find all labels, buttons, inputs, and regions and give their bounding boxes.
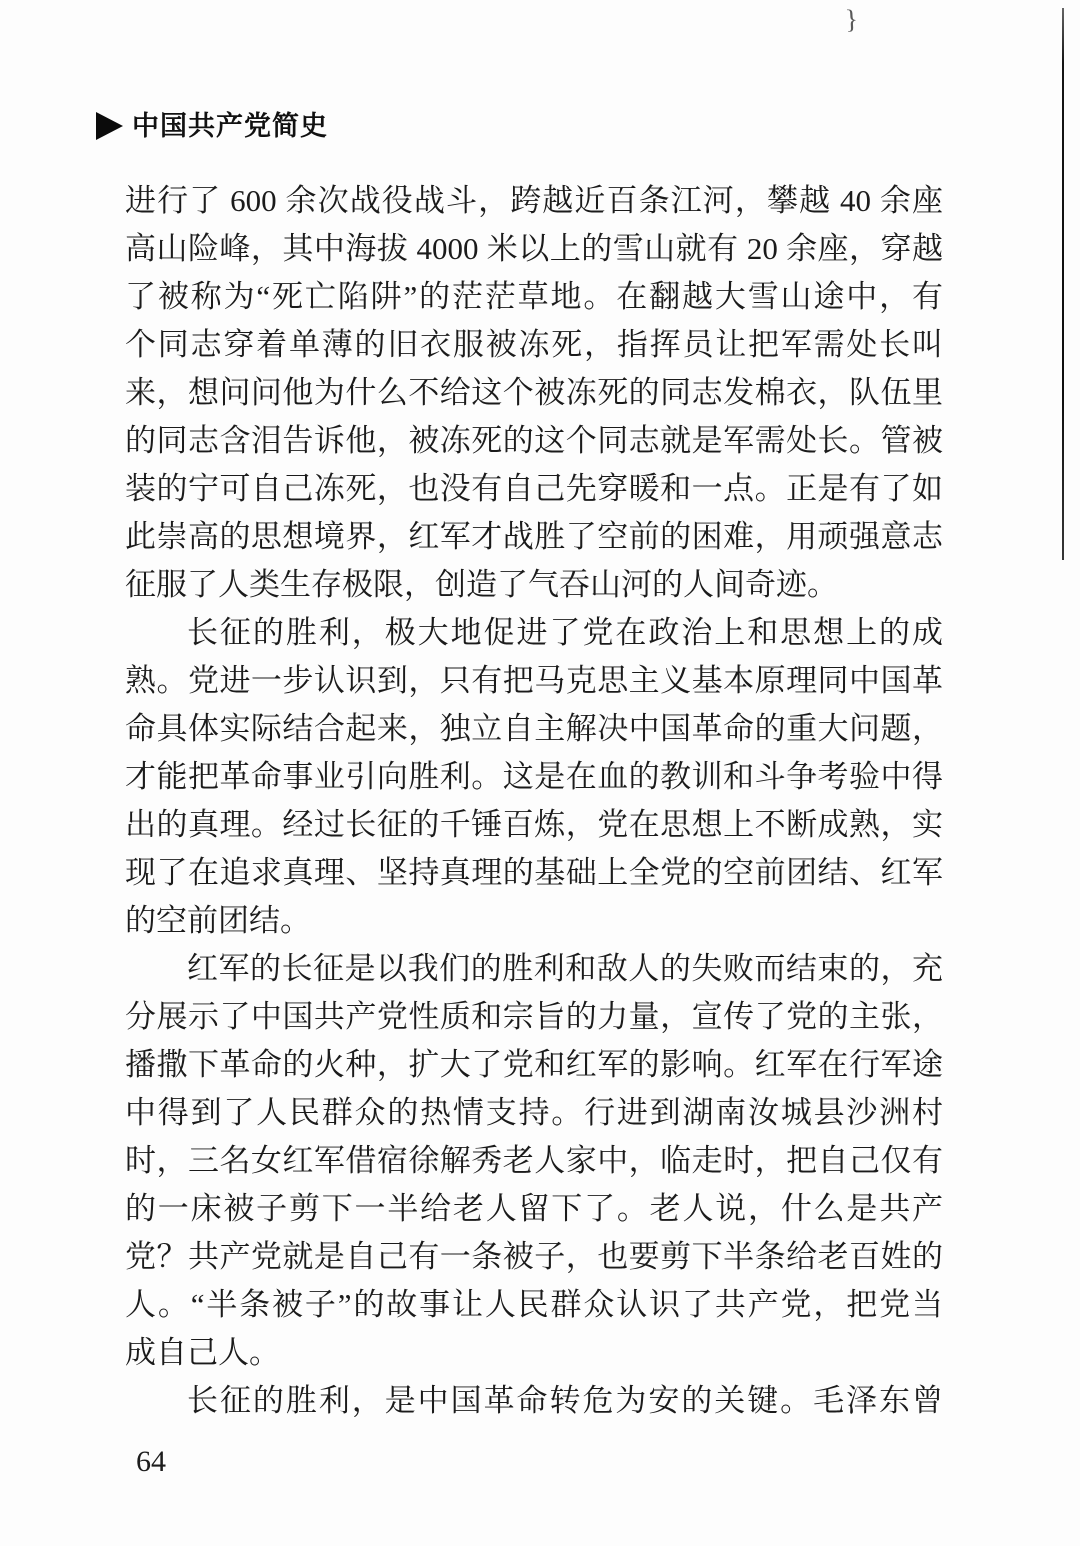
text-line: 的一床被子剪下一半给老人留下了。老人说，什么是共产 bbox=[125, 1191, 943, 1226]
page-edge-line bbox=[1062, 8, 1064, 560]
text-line: 才能把革命事业引向胜利。这是在血的教训和斗争考验中得 bbox=[125, 759, 943, 794]
text-line: 的同志含泪告诉他，被冻死的这个同志就是军需处长。管被 bbox=[125, 423, 943, 458]
text-line: 的空前团结。 bbox=[125, 903, 311, 938]
scan-artifact-mark: } bbox=[844, 3, 859, 35]
text-line: 成自己人。 bbox=[125, 1335, 280, 1370]
text-line: 播撒下革命的火种，扩大了党和红军的影响。红军在行军途 bbox=[125, 1047, 943, 1082]
book-title: 中国共产党简史 bbox=[132, 111, 328, 141]
text-line: 熟。党进一步认识到，只有把马克思主义基本原理同中国革 bbox=[125, 663, 943, 698]
text-line: 红军的长征是以我们的胜利和敌人的失败而结束的，充 bbox=[187, 951, 943, 986]
text-line: 人。“半条被子”的故事让人民群众认识了共产党，把党当 bbox=[125, 1287, 943, 1322]
text-line: 此崇高的思想境界，红军才战胜了空前的困难，用顽强意志 bbox=[125, 519, 943, 554]
text-line: 个同志穿着单薄的旧衣服被冻死，指挥员让把军需处长叫 bbox=[125, 327, 943, 362]
text-line: 党？共产党就是自己有一条被子，也要剪下半条给老百姓的 bbox=[125, 1239, 943, 1274]
text-line: 命具体实际结合起来，独立自主解决中国革命的重大问题， bbox=[125, 711, 943, 746]
text-line: 了被称为“死亡陷阱”的茫茫草地。在翻越大雪山途中，有 bbox=[125, 279, 943, 314]
text-line: 征服了人类生存极限，创造了气吞山河的人间奇迹。 bbox=[125, 567, 838, 602]
right-triangle-icon bbox=[96, 112, 123, 140]
text-line: 装的宁可自己冻死，也没有自己先穿暖和一点。正是有了如 bbox=[125, 471, 943, 506]
text-line: 中得到了人民群众的热情支持。行进到湖南汝城县沙洲村 bbox=[125, 1095, 943, 1130]
text-line: 分展示了中国共产党性质和宗旨的力量，宣传了党的主张， bbox=[125, 999, 943, 1034]
running-header bbox=[96, 110, 328, 142]
body-text bbox=[125, 177, 943, 1425]
text-line: 进行了 600 余次战役战斗，跨越近百条江河，攀越 40 余座 bbox=[125, 183, 943, 218]
text-line: 长征的胜利，极大地促进了党在政治上和思想上的成 bbox=[187, 615, 943, 650]
text-line: 时，三名女红军借宿徐解秀老人家中，临走时，把自己仅有 bbox=[125, 1143, 943, 1178]
text-line: 高山险峰，其中海拔 4000 米以上的雪山就有 20 余座，穿越 bbox=[125, 231, 943, 266]
text-line: 现了在追求真理、坚持真理的基础上全党的空前团结、红军 bbox=[125, 855, 943, 890]
text-line: 来，想问问他为什么不给这个被冻死的同志发棉衣，队伍里 bbox=[125, 375, 943, 410]
text-line: 出的真理。经过长征的千锤百炼，党在思想上不断成熟，实 bbox=[125, 807, 943, 842]
page-number: 64 bbox=[136, 1445, 166, 1478]
text-line: 长征的胜利，是中国革命转危为安的关键。毛泽东曾 bbox=[187, 1383, 943, 1418]
